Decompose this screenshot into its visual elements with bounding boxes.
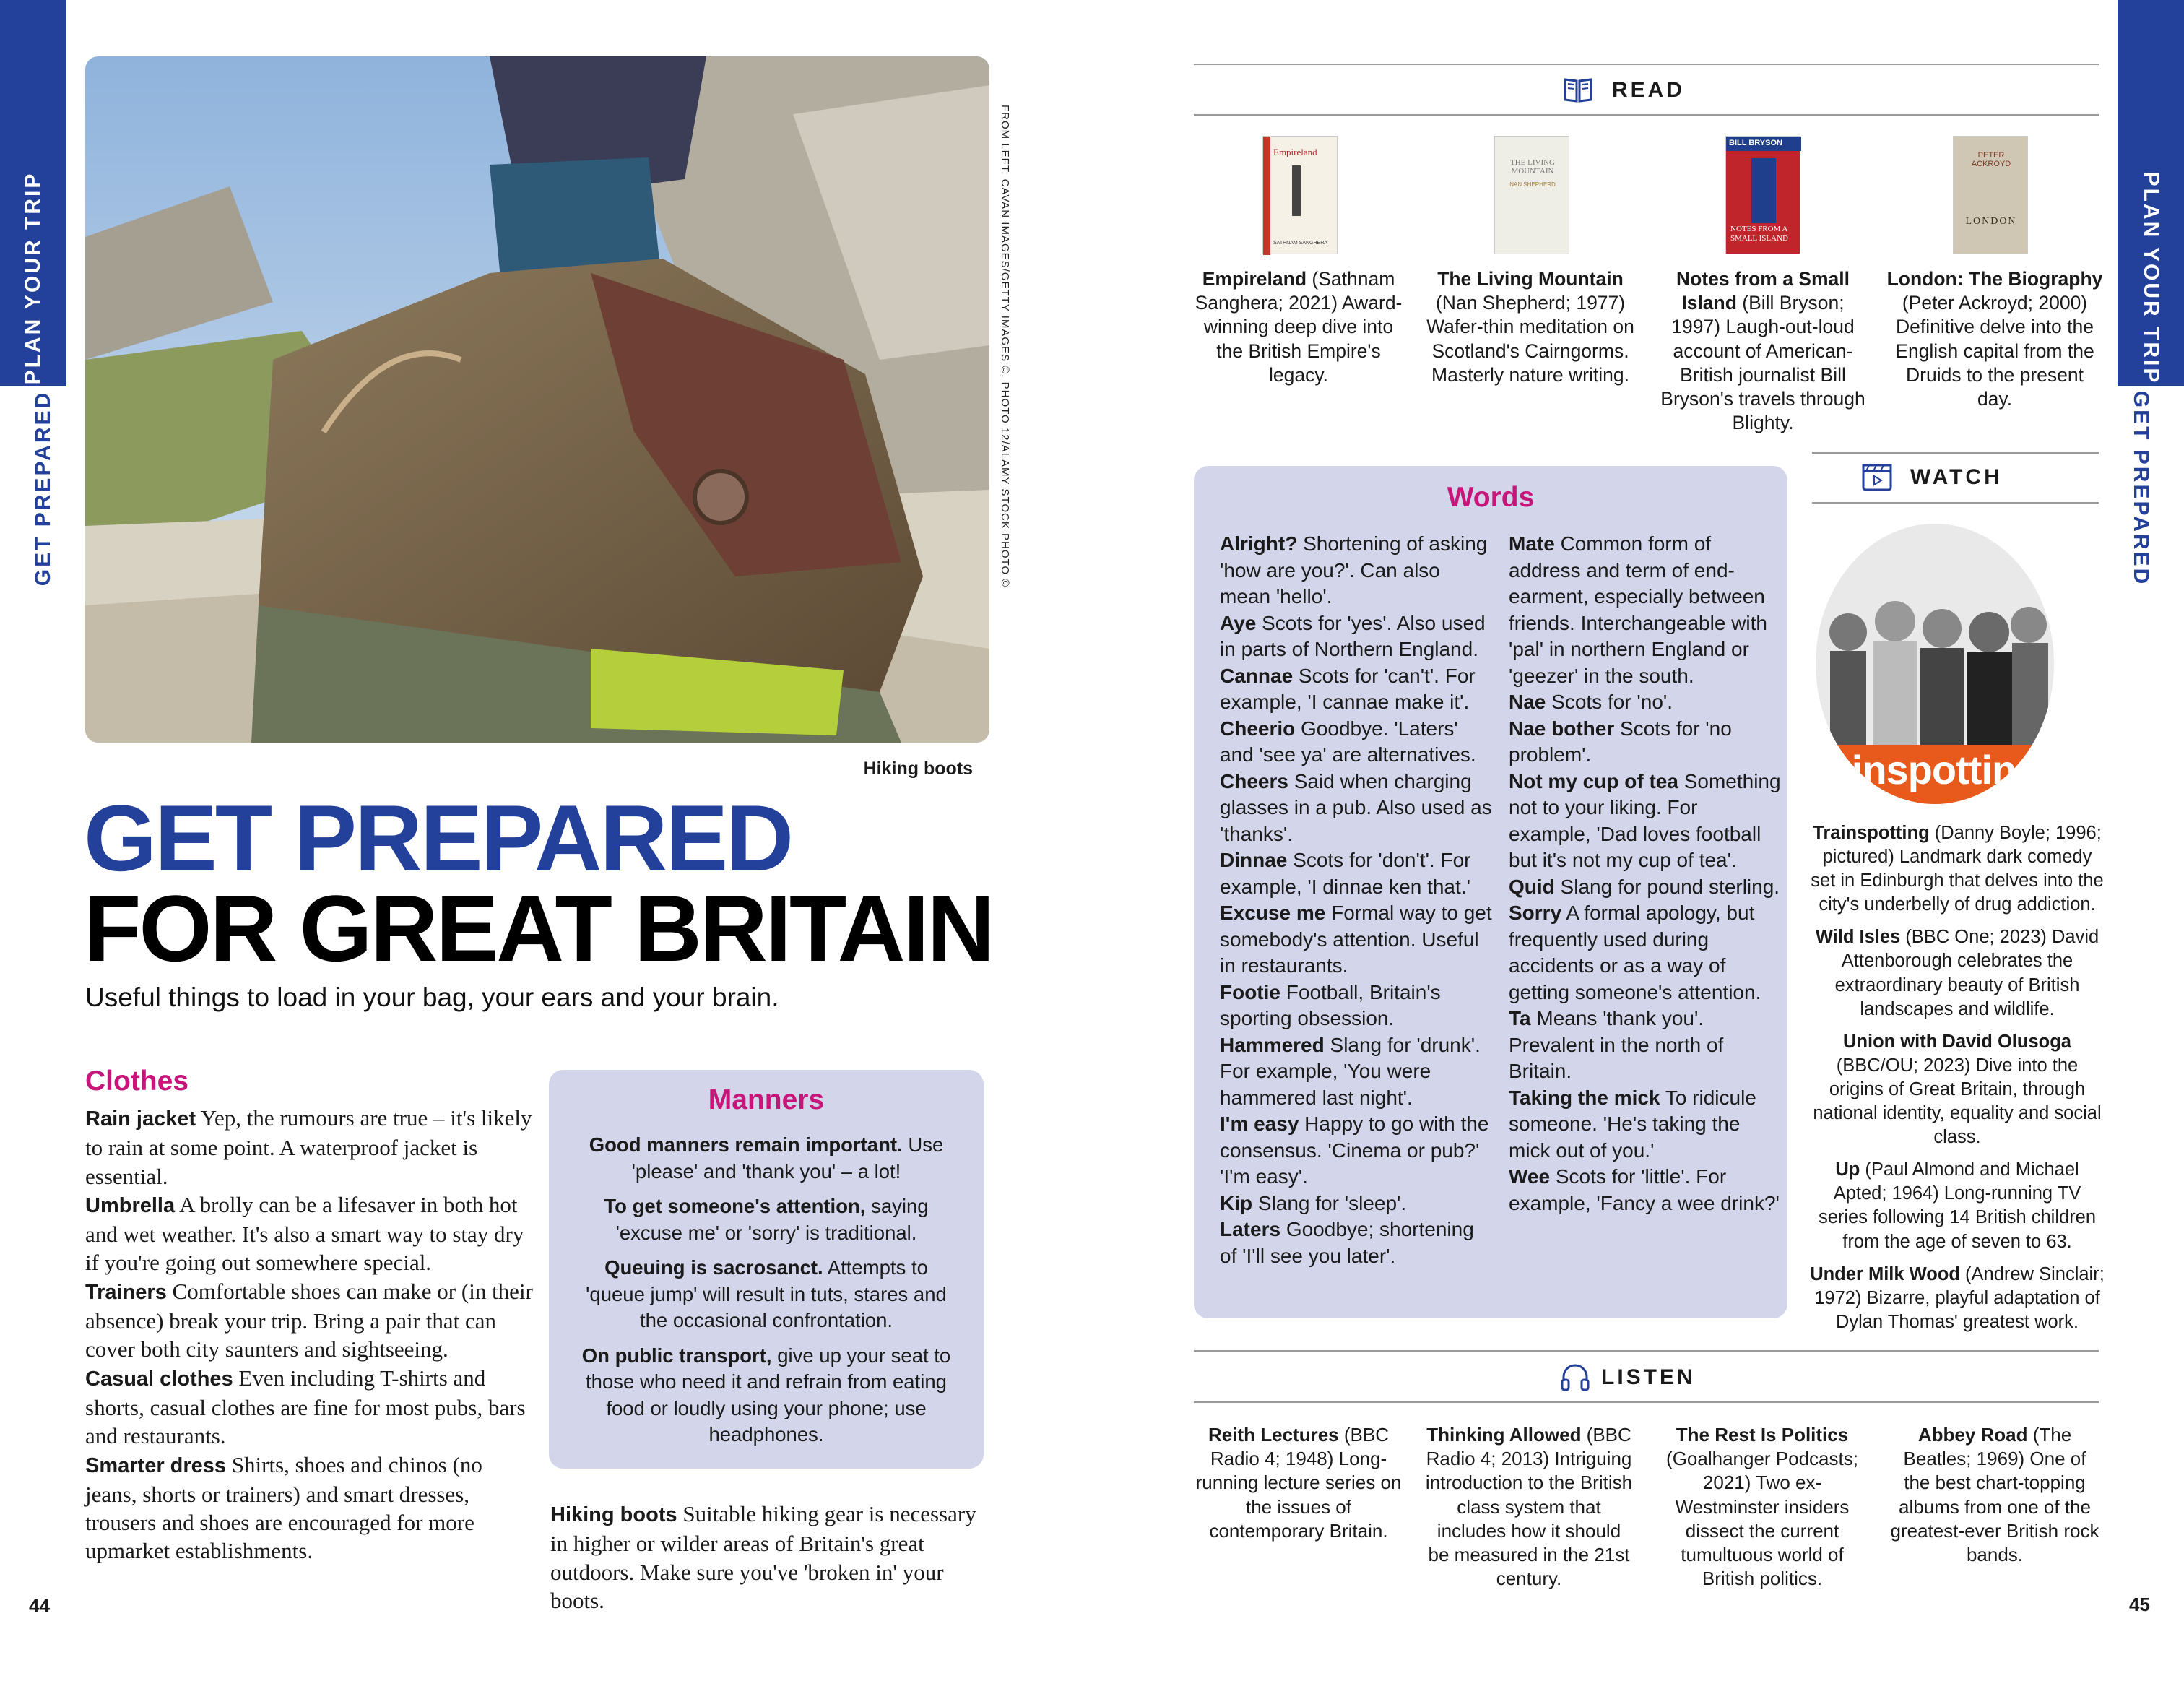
book-title: Notes from a Small Island	[1676, 268, 1850, 314]
manners-item	[578, 1255, 955, 1334]
watch-desc: (BBC One; 2023) David Attenborough celebrates the extraordinary beauty of British landscapes and wildlife.	[1834, 927, 2100, 1019]
word-term: Cheerio	[1220, 717, 1296, 740]
word-entry	[1220, 1111, 1494, 1190]
word-term: Hammered	[1220, 1033, 1325, 1056]
listen-entry	[1424, 1423, 1634, 1591]
word-term: Ta	[1509, 1007, 1531, 1029]
word-def: Scots for 'can't'. For example, 'I cannae make it'.	[1220, 664, 1476, 713]
watch-desc: (Paul Almond and Michael Apted; 1964) Long-running TV series following 14 British children from the age of seven to 63.	[1818, 1159, 2097, 1252]
clothes-item	[85, 1277, 533, 1364]
book-title: Empireland	[1202, 268, 1307, 290]
book-entry	[1886, 267, 2103, 411]
book-desc: (Sathnam Sanghera; 2021) Award-winning deep dive into the British Empire's legacy.	[1195, 268, 1403, 386]
manners-list	[578, 1132, 955, 1457]
word-entry	[1509, 1164, 1783, 1217]
cover-title: THE LIVING MOUNTAIN	[1509, 158, 1555, 176]
word-def: Happy to go with the consensus. 'Cinema or pub?' 'I'm easy'.	[1220, 1112, 1489, 1188]
manners-box	[549, 1070, 984, 1469]
listen-top-rule	[1194, 1350, 2099, 1352]
book-cover-london	[1953, 136, 2028, 254]
word-term: I'm easy	[1220, 1112, 1299, 1135]
word-def: Scots for 'don't'. For example, 'I dinnae ken that.'	[1220, 849, 1471, 898]
watch-title: Wild Isles	[1815, 927, 1901, 948]
clapperboard-icon	[1860, 461, 1894, 496]
manners-item	[578, 1132, 955, 1185]
listen-entry	[1658, 1423, 1867, 1591]
word-term: Not my cup of tea	[1509, 769, 1678, 792]
listen-title: Abbey Road	[1918, 1424, 2028, 1446]
word-term: Alright?	[1220, 532, 1298, 555]
word-def: Means 'thank you'. Prevalent in the north of Britain.	[1509, 1007, 1724, 1082]
page-title-line2: FOR GREAT BRITAIN	[84, 876, 993, 981]
word-entry	[1509, 1085, 1783, 1164]
word-entry	[1220, 847, 1494, 900]
watch-desc: (BBC/OU; 2023) Dive into the origins of Great Britain, through national identity, equality and social class.	[1813, 1055, 2102, 1148]
word-def: Said when charging glasses in a pub. Also used as 'thanks'.	[1220, 769, 1492, 845]
word-term: Laters	[1220, 1218, 1281, 1240]
word-term: Footie	[1220, 980, 1280, 1003]
clothes-term: Trainers	[85, 1280, 167, 1304]
word-entry	[1220, 610, 1494, 663]
watch-label: WATCH	[1910, 465, 2003, 489]
hiking-term: Hiking boots	[550, 1503, 677, 1526]
listen-title: The Rest Is Politics	[1676, 1424, 1849, 1446]
page-subtitle: Useful things to load in your bag, your ears and your brain.	[85, 982, 779, 1012]
watch-top-rule	[1812, 452, 2099, 454]
listen-label: LISTEN	[1601, 1365, 1696, 1389]
word-def: Slang for pound sterling.	[1554, 875, 1780, 898]
book-entry	[1422, 267, 1639, 387]
page-number-left: 44	[29, 1595, 50, 1617]
listen-bottom-rule	[1194, 1401, 2099, 1403]
listen-entry	[1194, 1423, 1403, 1543]
clothes-term: Rain jacket	[85, 1107, 196, 1131]
word-def: Formal way to get somebody's attention. Useful in restaurants.	[1220, 902, 1492, 977]
cover-author: BILL BRYSON	[1729, 139, 1782, 147]
listen-title: Thinking Allowed	[1426, 1424, 1582, 1446]
word-entry	[1220, 1190, 1494, 1217]
listen-entry	[1890, 1423, 2100, 1567]
word-def: Scots for 'little'. For example, 'Fancy a wee drink?'	[1509, 1165, 1780, 1214]
word-entry	[1220, 1032, 1494, 1112]
listen-desc: (The Beatles; 1969) One of the best chart-topping albums from one of the greatest-ever British rock bands.	[1890, 1424, 2100, 1566]
word-entry	[1509, 874, 1783, 901]
word-entry	[1220, 900, 1494, 980]
manners-item	[578, 1343, 955, 1448]
word-term: Nae bother	[1509, 717, 1615, 740]
words-box	[1194, 466, 1788, 1318]
book-cover-empireland	[1262, 136, 1338, 254]
word-entry	[1509, 689, 1783, 716]
word-entry	[1509, 716, 1783, 769]
clothes-desc: Yep, the rumours are true – it's likely to rain at some point. A waterproof jacket is essential.	[85, 1105, 532, 1189]
word-term: Aye	[1220, 611, 1257, 634]
photo-caption: Hiking boots	[863, 759, 973, 779]
clothes-desc: A brolly can be a lifesaver in both hot and wet weather. It's also a smart way to stay dry if you're going out somewhere special.	[85, 1191, 524, 1276]
clothes-desc: Comfortable shoes can make or (in their absence) break your trip. Bring a pair that can cover both city saunters and sightseeing.	[85, 1278, 533, 1362]
manners-term: Good manners remain important.	[589, 1133, 903, 1156]
listen-desc: (BBC Radio 4; 1948) Long-running lecture series on the issues of contemporary Britain.	[1195, 1424, 1402, 1542]
clothes-item	[85, 1190, 533, 1277]
watch-entry	[1808, 1030, 2106, 1149]
book-icon	[1562, 75, 1594, 108]
read-bottom-rule	[1194, 114, 2099, 116]
word-term: Cannae	[1220, 664, 1294, 687]
word-entry	[1509, 769, 1783, 874]
word-entry	[1220, 531, 1494, 610]
cover-title: LONDON	[1965, 216, 2017, 227]
word-entry	[1220, 663, 1494, 716]
manners-term: To get someone's attention,	[604, 1195, 866, 1217]
word-entry	[1220, 716, 1494, 769]
cover-author: SATHNAM SANGHERA	[1273, 241, 1327, 246]
cover-title: Empireland	[1273, 147, 1317, 157]
side-tab-right	[2118, 0, 2184, 386]
clothes-term: Smarter dress	[85, 1453, 227, 1477]
word-def: Goodbye; shortening of 'I'll see you later'.	[1220, 1218, 1474, 1267]
manners-desc: Use 'please' and 'thank you' – a lot!	[631, 1133, 944, 1183]
side-tab-left	[0, 0, 66, 386]
words-column-2	[1509, 531, 1783, 1217]
clothes-desc: Shirts, shoes and chinos (no jeans, shorts or trainers) and smart dresses, trousers and shoes are encouraged for more upmarket establishments.	[85, 1451, 482, 1564]
word-entry	[1220, 980, 1494, 1032]
watch-entry	[1808, 925, 2106, 1021]
book-cover-small-island	[1725, 136, 1800, 254]
clothes-heading: Clothes	[85, 1066, 189, 1097]
read-label: READ	[1612, 78, 1686, 102]
headphones-icon	[1560, 1362, 1590, 1395]
trainspotting-poster	[1816, 524, 2054, 804]
watch-entry	[1808, 1263, 2106, 1334]
word-term: Dinnae	[1220, 849, 1288, 871]
watch-entry	[1808, 821, 2106, 917]
page-number-right: 45	[2129, 1594, 2150, 1615]
book-desc: (Nan Shepherd; 1977) Wafer-thin meditation on Scotland's Cairngorms. Masterly nature writing.	[1426, 292, 1634, 386]
book-entry	[1655, 267, 1871, 435]
listen-desc: (BBC Radio 4; 2013) Intriguing introduction to the British class system that includes how it should be measured in the 21st century.	[1425, 1424, 1633, 1590]
watch-entry	[1808, 1158, 2106, 1253]
photo-credit: FROM LEFT: CAVAN IMAGES/GETTY IMAGES ©, PHOTO 12/ALAMY STOCK PHOTO ©	[999, 105, 1011, 588]
watch-list	[1808, 821, 2106, 1343]
watch-title: Under Milk Wood	[1810, 1263, 1960, 1284]
word-term: Quid	[1509, 875, 1555, 898]
word-def: Goodbye. 'Laters' and 'see ya' are alternatives.	[1220, 717, 1476, 766]
clothes-term: Casual clothes	[85, 1367, 233, 1391]
watch-title: Union with David Olusoga	[1843, 1031, 2071, 1052]
word-term: Nae	[1509, 691, 1546, 713]
watch-bottom-rule	[1812, 502, 2099, 504]
clothes-desc: Even including T-shirts and shorts, casual clothes are fine for most pubs, bars and restaurants.	[85, 1365, 526, 1449]
words-column-1	[1220, 531, 1494, 1269]
watch-desc: (Andrew Sinclair; 1972) Bizarre, playful adaptation of Dylan Thomas' greatest work.	[1814, 1263, 2105, 1332]
clothes-item	[85, 1364, 533, 1451]
hiking-desc: Suitable hiking gear is necessary in higher or wilder areas of Britain's great outdoors. Make sure you've 'broken in' your boots.	[550, 1501, 976, 1613]
word-term: Sorry	[1509, 902, 1562, 924]
word-def: Shortening of asking 'how are you?'. Can also mean 'hello'.	[1220, 532, 1488, 608]
clothes-term: Umbrella	[85, 1193, 176, 1217]
word-def: To ridicule someone. 'He's taking the mick out of you.'	[1509, 1086, 1756, 1162]
manners-desc: Attempts to 'queue jump' will result in tuts, stares and the occasional confrontation.	[586, 1256, 947, 1331]
side-tab-label: PLAN YOUR TRIP	[21, 171, 45, 385]
book-desc: (Peter Ackroyd; 2000) Definitive delve into the English capital from the Druids to the present day.	[1895, 292, 2094, 410]
manners-desc: give up your seat to those who need it and refrain from eating food or loudly using your phone; use headphones.	[586, 1344, 951, 1446]
listen-title: Reith Lectures	[1208, 1424, 1339, 1446]
word-term: Taking the mick	[1509, 1086, 1660, 1109]
word-def: Scots for 'no'.	[1546, 691, 1673, 713]
book-title: The Living Mountain	[1437, 268, 1624, 290]
manners-item	[578, 1193, 955, 1246]
word-term: Excuse me	[1220, 902, 1326, 924]
word-entry	[1509, 1006, 1783, 1085]
word-term: Kip	[1220, 1191, 1253, 1214]
word-entry	[1509, 531, 1783, 689]
book-title: London: The Biography	[1886, 268, 2103, 290]
page-title-line1: GET PREPARED	[84, 785, 792, 891]
hiking-boots-item	[550, 1500, 984, 1615]
word-def: Slang for 'drunk'. For example, 'You were hammered last night'.	[1220, 1033, 1481, 1109]
words-heading: Words	[1447, 482, 1535, 513]
word-entry	[1220, 769, 1494, 848]
side-tab-label-right: PLAN YOUR TRIP	[2139, 171, 2163, 385]
manners-heading: Manners	[708, 1084, 825, 1115]
watch-desc: (Danny Boyle; 1996; pictured) Landmark dark comedy set in Edinburgh that delves into the city's underbelly of drug addiction.	[1811, 823, 2104, 915]
word-def: Slang for 'sleep'.	[1252, 1191, 1407, 1214]
word-entry	[1509, 900, 1783, 1006]
read-top-rule	[1194, 64, 2099, 65]
word-term: Wee	[1509, 1165, 1551, 1188]
manners-term: On public transport,	[581, 1344, 772, 1367]
watch-title: Up	[1835, 1159, 1860, 1180]
book-desc: (Bill Bryson; 1997) Laugh-out-loud account of American-British journalist Bill Bryson's travels through Blighty.	[1660, 292, 1866, 434]
manners-term: Queuing is sacrosanct.	[604, 1256, 823, 1279]
word-term: Mate	[1509, 532, 1555, 555]
word-def: Scots for 'no problem'.	[1509, 717, 1732, 766]
word-def: A formal apology, but frequently used during accidents or as a way of getting someone's attention.	[1509, 902, 1762, 1003]
word-def: Scots for 'yes'. Also used in parts of Northern England.	[1220, 611, 1486, 660]
word-def: Football, Britain's sporting obsession.	[1220, 980, 1441, 1029]
cover-author: PETER ACKROYD	[1971, 151, 2011, 168]
hiking-boot-photo	[85, 56, 989, 743]
word-def: Common form of address and term of end-earment, especially between friends. Interchangeable with 'pal' in northern England or 'geezer' in the south.	[1509, 532, 1767, 687]
watch-title: Trainspotting	[1813, 823, 1930, 843]
book-entry	[1190, 267, 1407, 387]
clothes-item	[85, 1451, 533, 1565]
side-section-label-right: GET PREPARED	[2129, 390, 2153, 587]
poster-title: ainspotting	[1829, 747, 2040, 792]
listen-desc: (Goalhanger Podcasts; 2021) Two ex-Westminster insiders dissect the current tumultuous world of British politics.	[1666, 1448, 1858, 1590]
book-cover-living-mountain	[1494, 136, 1569, 254]
word-term: Cheers	[1220, 769, 1288, 792]
cover-author: NAN SHEPHERD	[1509, 181, 1556, 188]
word-entry	[1220, 1217, 1494, 1269]
cover-title: NOTES FROM A SMALL ISLAND	[1730, 225, 1788, 243]
word-def: Something not to your liking. For example, 'Dad loves football but it's not my cup of tea'.	[1509, 769, 1781, 871]
clothes-item	[85, 1104, 533, 1190]
clothes-list	[85, 1104, 533, 1565]
side-section-label: GET PREPARED	[31, 390, 55, 587]
manners-desc: saying 'excuse me' or 'sorry' is traditional.	[615, 1195, 929, 1244]
